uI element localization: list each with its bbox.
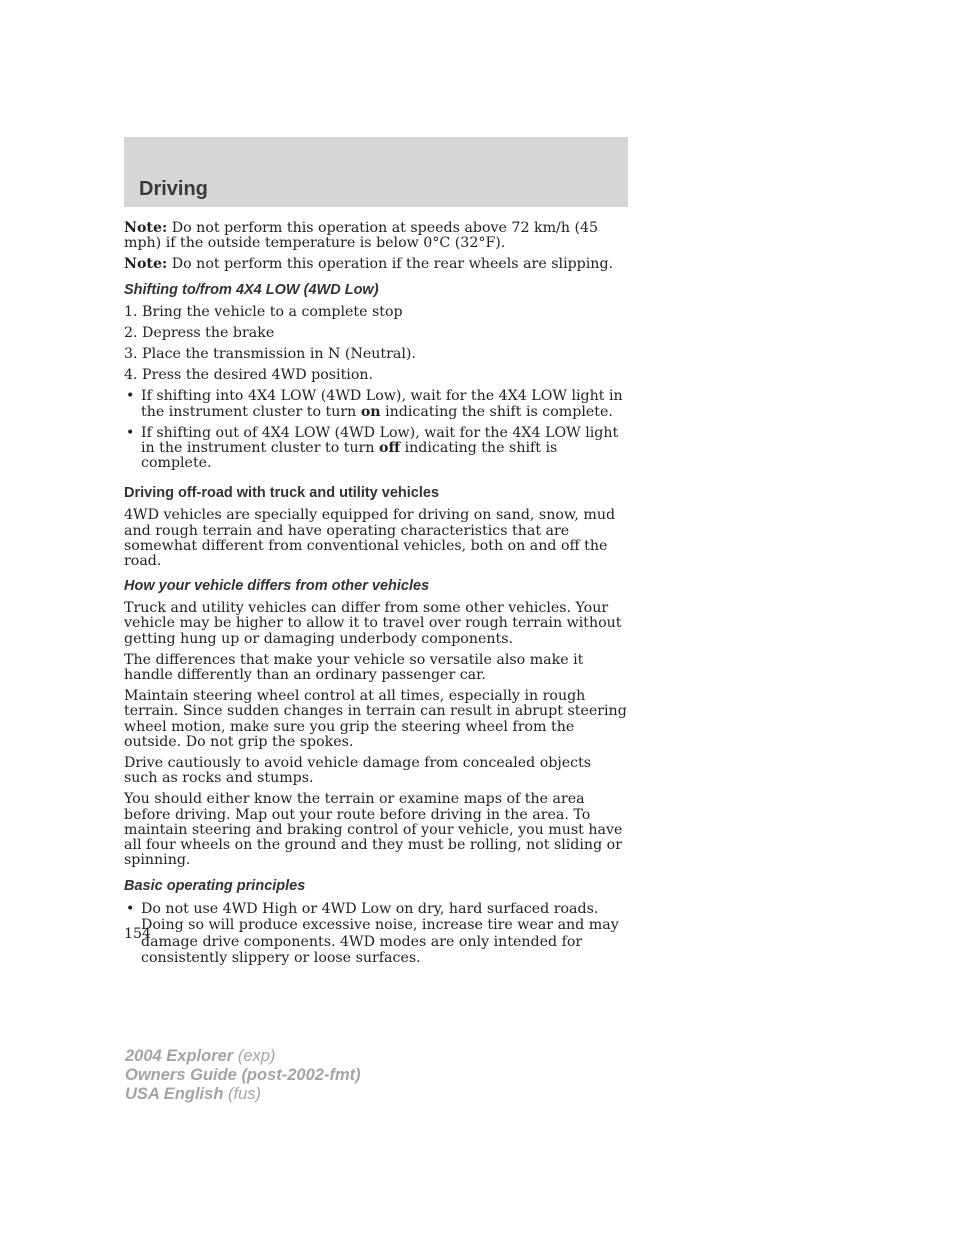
footer-language: USA English xyxy=(125,1085,224,1103)
step-item: 3. Place the transmission in N (Neutral). xyxy=(124,346,416,363)
paragraph: Maintain steering wheel control at all times, especially in rough terrain. Since sudden changes in terrain can result in abrupt steering wheel motion, make sure you grip the steering wheel from the outside. Do not grip the spokes. xyxy=(124,688,627,750)
step-item: 1. Bring the vehicle to a complete stop xyxy=(124,303,403,320)
document-footer xyxy=(125,1047,361,1104)
section-title: Driving xyxy=(139,178,208,200)
note-label: Note: xyxy=(124,220,168,236)
bullet-bold: off xyxy=(379,440,401,457)
bullet-icon: • xyxy=(126,388,135,405)
paragraph: Truck and utility vehicles can differ from some other vehicles. Your vehicle may be higher to allow it to travel over rough terrain without getting hung up or damaging underbody components. xyxy=(124,600,622,647)
bullet-text: indicating the shift is complete. xyxy=(141,440,558,472)
page-content xyxy=(124,221,628,973)
footer-code: (exp) xyxy=(233,1047,276,1065)
step-item: 4. Press the desired 4WD position. xyxy=(124,367,374,384)
paragraph: You should either know the terrain or examine maps of the area before driving. Map out your route before driving in the area. To maintain steering and braking control of your vehicle, you must have all four wheels on the ground and they must be rolling, not sliding or spinning. xyxy=(124,791,623,869)
note-text: Do not perform this operation if the rear wheels are slipping. xyxy=(167,256,614,273)
heading-shifting: Shifting to/from 4X4 LOW (4WD Low) xyxy=(124,281,379,298)
footer-line xyxy=(125,1047,361,1066)
bullet-text: indicating the shift is complete. xyxy=(380,403,613,420)
heading-offroad: Driving off-road with truck and utility vehicles xyxy=(124,485,440,502)
footer-model: 2004 Explorer xyxy=(125,1047,234,1065)
paragraph: The differences that make your vehicle so versatile also make it handle differently than an ordinary passenger car. xyxy=(124,651,584,684)
note-speed xyxy=(124,221,628,251)
bullet-icon: • xyxy=(126,900,135,917)
note-slipping xyxy=(124,257,628,272)
page-number: 154 xyxy=(124,926,152,942)
bullet-item xyxy=(124,389,628,419)
note-text: Do not perform this operation at speeds above 72 km/h (45 mph) if the outside temperature is below 0°C (32°F). xyxy=(124,220,599,252)
footer-code: (fus) xyxy=(223,1085,261,1103)
paragraph: Drive cautiously to avoid vehicle damage from concealed objects such as rocks and stumps. xyxy=(124,755,592,787)
footer-line xyxy=(125,1066,361,1085)
bullet-text: If shifting into 4X4 LOW (4WD Low), wait for the 4X4 LOW light in the instrument cluster to turn xyxy=(141,388,623,420)
footer-guide: Owners Guide (post-2002-fmt) xyxy=(125,1066,361,1084)
heading-principles: Basic operating principles xyxy=(124,877,306,894)
section-header xyxy=(124,137,628,207)
bullet-text: Do not use 4WD High or 4WD Low on dry, hard surfaced roads. Doing so will produce excessive noise, increase tire wear and may damage drive components. 4WD modes are only intended for consistently slippery or loose surfaces. xyxy=(141,900,619,966)
note-label: Note: xyxy=(124,256,168,273)
bullet-text: If shifting out of 4X4 LOW (4WD Low), wait for the 4X4 LOW light in the instrument cluster to turn xyxy=(141,424,619,457)
footer-line xyxy=(125,1085,361,1104)
step-item: 2. Depress the brake xyxy=(124,324,275,341)
bullet-bold: on xyxy=(360,403,381,420)
bullet-icon: • xyxy=(126,424,135,441)
heading-differs: How your vehicle differs from other vehicles xyxy=(124,578,430,595)
bullet-item xyxy=(124,426,628,472)
paragraph: 4WD vehicles are specially equipped for driving on sand, snow, mud and rough terrain and have operating characteristics that are somewhat different from conventional vehicles, both on and off the road. xyxy=(124,507,616,570)
bullet-item xyxy=(124,901,628,967)
